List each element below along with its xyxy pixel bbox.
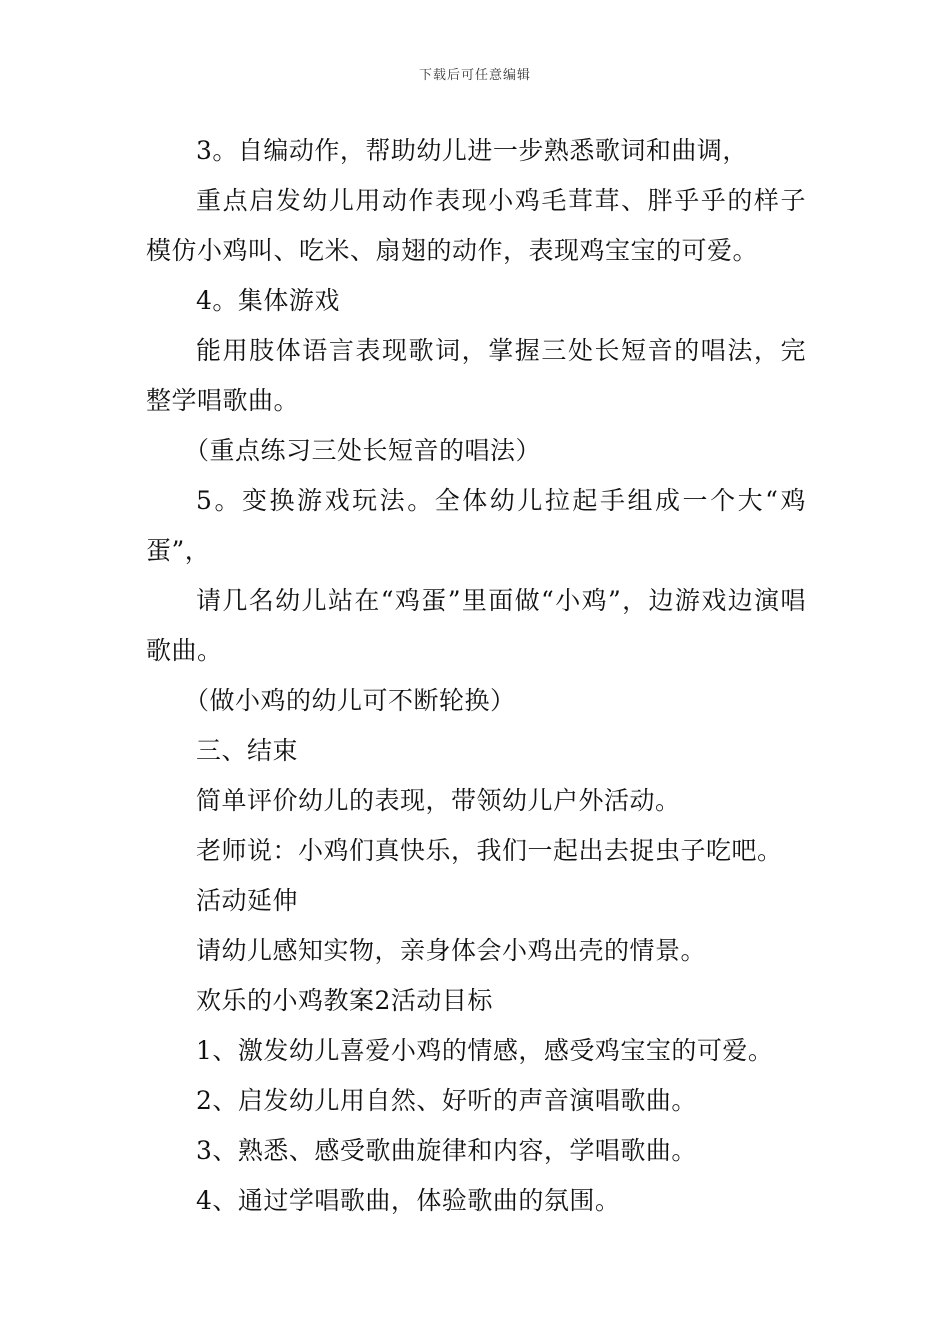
section-heading: 三、结束 — [196, 736, 299, 765]
paragraph: 3。自编动作，帮助幼儿进一步熟悉歌词和曲调， — [196, 136, 748, 165]
paragraph: 简单评价幼儿的表现，带领幼儿户外活动。 — [196, 786, 681, 815]
list-item: 1、激发幼儿喜爱小鸡的情感，感受鸡宝宝的可爱。 — [196, 1036, 774, 1065]
list-item: 2、启发幼儿用自然、好听的声音演唱歌曲。 — [196, 1086, 697, 1115]
paragraph: 重点启发幼儿用动作表现小鸡毛茸茸、胖乎乎的样子模仿小鸡叫、吃米、扇翅的动作，表现鸡宝宝的可爱。 — [146, 186, 806, 265]
paragraph: 请几名幼儿站在“鸡蛋”里面做“小鸡”，边游戏边演唱歌曲。 — [146, 586, 806, 665]
section-heading: 活动延伸 — [196, 886, 299, 915]
paragraph: 请幼儿感知实物，亲身体会小鸡出壳的情景。 — [196, 936, 707, 965]
paragraph: 5。变换游戏玩法。全体幼儿拉起手组成一个大“鸡蛋”， — [146, 486, 806, 565]
list-item: 3、熟悉、感受歌曲旋律和内容，学唱歌曲。 — [196, 1136, 697, 1165]
section-heading: 欢乐的小鸡教案2活动目标 — [196, 986, 493, 1015]
document-body — [146, 126, 806, 1226]
paragraph: 老师说：小鸡们真快乐，我们一起出去捉虫子吃吧。 — [196, 836, 783, 865]
page-header-note: 下载后可任意编辑 — [418, 68, 531, 83]
paragraph: 4。集体游戏 — [196, 286, 340, 315]
list-item: 4、通过学唱歌曲，体验歌曲的氛围。 — [196, 1186, 621, 1215]
paragraph: （重点练习三处长短音的唱法） — [184, 436, 542, 465]
paragraph: （做小鸡的幼儿可不断轮换） — [184, 686, 516, 715]
paragraph: 能用肢体语言表现歌词，掌握三处长短音的唱法，完整学唱歌曲。 — [146, 336, 806, 415]
